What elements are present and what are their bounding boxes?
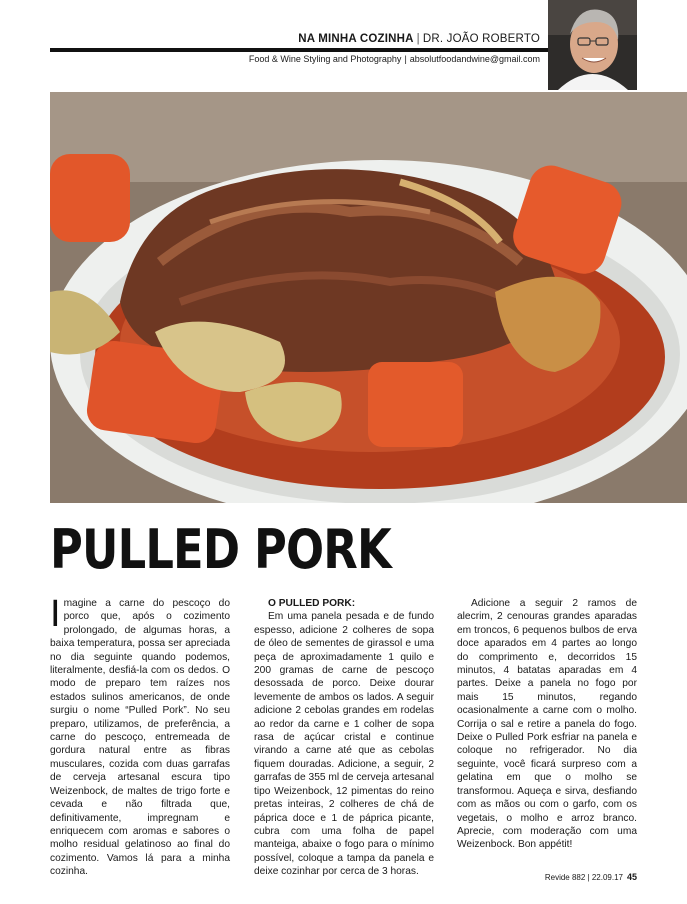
recipe-heading: O PULLED PORK: [268,598,356,609]
drop-cap: I [50,593,61,635]
page-number: 45 [626,872,637,882]
issue-info: Revide 882 | 22.09.17 [544,873,623,882]
credit-text: Food & Wine Styling and Photography [248,54,402,64]
hero-photo [50,92,687,503]
intro-paragraph [50,593,230,879]
section-name: NA MINHA COZINHA [298,33,414,45]
author-photo [548,0,637,90]
intro-text: magine a carne do pescoço do porco que, após o cozimento prolongado, de algumas horas, a baixa temperatura, possa ser apreciada no dia seguinte quando podemos, literalmente, desfiá-la com os dedos. O modo de preparo tem raízes nos estados sulinos americanos, de onde surgiu o nome “Pulled Pork”. No seu preparo, utilizamos, de preferência, a carne do pescoço, entremeada de gordura natural entre as fibras musculares, cozida com duas garrafas de cerveja artesanal escura tipo Weizenbock, de maltes de trigo forte e cevada e não filtrada que, definitivamente, impregnam e enriquecem com aromas e sabores o molho residual gelatinoso ao final do cozimento. Vamos lá para a minha cozinha. [50,598,230,878]
section-header [50,33,540,45]
recipe-paragraph-1: Em uma panela pesada e de fundo espesso, adicione 2 colheres de sopa de óleo de sementes de girassol e uma peça de aproximadamente 1 quilo e 200 gramas de carne de pescoço desossada de porco. Deixe dourar levemente de ambos os lados. A seguir adicione 2 cebolas grandes em rodelas ao redor da carne e 1 colher de sopa rasa de açúcar cristal e continue virando a carne até que as cebolas fiquem douradas. Adicione, a seguir, 2 garrafas de 355 ml de cerveja artesanal tipo Weizenbock, 12 pimentas do reino pretas inteiras, 2 colheres de chá de páprica doce e 1 de páprica picante, cubra com uma folha de papel manteiga, abaixe o fogo para o mínimo possível, coloque a tampa da panela e deixe cozinhar por cerca de 3 horas. [254,611,434,878]
recipe-paragraph-2: Adicione a seguir 2 ramos de alecrim, 2 cenouras grandes aparadas em troncos, 6 pequenos bulbos de erva doce aparados em 4 partes ao longo do comprimento e, decorridos 15 minutos, 4 batatas aparadas em 4 partes. Deixe a panela no fogo por mais 15 minutos, regando ocasionalmente a carne com o molho. Corrija o sal e retire a panela do fogo. Deixe o Pulled Pork esfriar na panela e coloque no refrigerador. No dia seguinte, você ficará surpreso com a gelatina em que o molho se transformou. Aqueça e sirva, desfiando com as mãos ou com o garfo, com os vegetais, o molho e arroz branco. Aprecie, com moderação com uma Weizenbock. Bon appétit! [457,598,637,851]
recipe-column [254,597,434,879]
credit-line [50,54,540,64]
article-title: PULLED PORK [50,518,391,581]
recipe-column-2 [457,597,637,852]
carrot [50,154,130,242]
intro-column [50,593,230,879]
page-footer [520,872,637,882]
credit-email: absolutfoodandwine@gmail.com [409,54,540,64]
author-name: DR. JOÃO ROBERTO [422,33,540,45]
header-rule [50,48,548,52]
section-separator: | [416,33,420,45]
credit-separator: | [404,54,407,64]
